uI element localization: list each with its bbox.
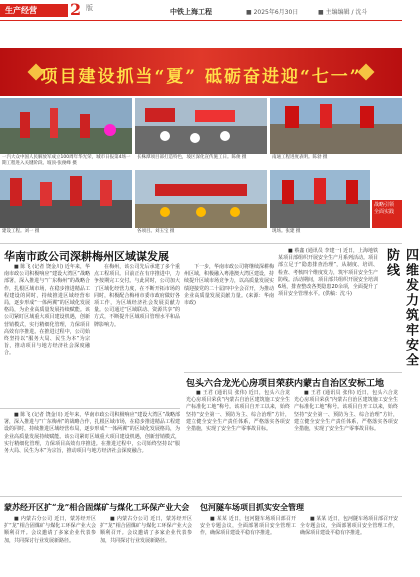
photo-caption: 各项目。刘玉宝 摄 bbox=[137, 229, 175, 234]
photo-4 bbox=[0, 170, 132, 228]
photo-6 bbox=[270, 170, 370, 228]
divider bbox=[0, 408, 180, 409]
article-4-title: 蒙苏经开区扩“龙”相合固煤矿与煤化工环保产业大会 bbox=[4, 502, 190, 512]
article-3-title: 包头六合龙光心房项目荣获内蒙古自治区安标工地 bbox=[186, 379, 385, 389]
page-suffix: 版 bbox=[86, 4, 93, 12]
article-4-col-2: ■ 内蒙古分公司 近日，蒙苏经开区扩“龙”相合固煤矿与煤化工环保产业大会顺利召开。会议邀请了多家企业代表参加，共同探讨行业发展新路径。 bbox=[100, 516, 192, 544]
photo-caption: 长株潭项目部打造特色，坡区深化宣传施工日。陈俊 摄 bbox=[137, 155, 247, 160]
article-3-col-1: ■ 王君 (通讯员 张伟) 近日，包头六合龙光心房项目荣获“内蒙古自治区建筑施工安全生产标准化工地”称号。该项目自开工以来，始终坚持“安全第一、预防为主、综合治理”方针，建立健全安全生产责任体系，严格落实各项安全措施，实现了安全生产零事故目标。 bbox=[186, 390, 290, 433]
article-3-col-2: ■ 王君 (通讯员 张伟) 近日，包头六合龙光心房项目荣获“内蒙古自治区建筑施工安全生产标准化工地”称号。该项目自开工以来，始终坚持“安全第一、预防为主、综合治理”方针，建立健全安全生产责任体系，严格落实各项安全措施，实现了安全生产零事故目标。 bbox=[294, 390, 398, 433]
page-header bbox=[0, 0, 402, 48]
issue-editor: ■ 主编编辑 / 沈斗 bbox=[318, 9, 368, 16]
article-4-col-1: ■ 内蒙古分公司 近日，蒙苏经开区扩“龙”相合固煤矿与煤化工环保产业大会顺利召开。会议邀请了多家企业代表参加，共同探讨行业发展新路径。 bbox=[4, 516, 96, 544]
article-2-title: 四维发力筑牢安全防线 bbox=[384, 248, 418, 368]
section-badge: 生产经营 bbox=[0, 4, 68, 17]
banner-title: 项目建设抓当“夏” 砥砺奋进迎“七一” bbox=[40, 67, 362, 87]
page-number: 2 bbox=[70, 0, 82, 19]
side-note: 战略引领 全面实践 bbox=[372, 200, 402, 228]
photo-caption: 一汽大众中国人民解放军成立100周年华光荣，城市日报第4场一期工程进入关键阶段。坡顶·张俊峰 摄 bbox=[2, 155, 131, 166]
photo-5 bbox=[135, 170, 267, 228]
photo-2 bbox=[135, 98, 267, 154]
article-5-title: 包河隧车场项目抓实安全管理 bbox=[200, 502, 304, 512]
header-rule bbox=[0, 20, 402, 21]
photo-3 bbox=[270, 98, 402, 154]
photo-caption: 现场。张建 摄 bbox=[272, 229, 301, 234]
article-1-col-1: ■ 陈飞 (记者 饶金川) 近年来，华南市政公司积极响应“建设大湾区”战略部署，深入推进与“广东梅州”的战略合作，扎根区域市场，在稳步推进精品工程建设的同时，持续推进区域经营布局，逐步形成“一体两翼”的区域化发展格局，为企业高质量发展持续赋能。该公司紧盯区域重大项目建设机遇，创新营销模式，实行精细化管理，力保项目高效有序推进。在推进过程中，公司始终坚持以“服务大局、民生为本”为宗旨，推动项目与地方经济社会深度融合。 bbox=[4, 264, 90, 357]
article-5-col-1: ■ 某某 近日，包河隧车场项目部召开安全专题会议，全面部署项目安全管理工作，确保项目建设平稳有序推进。 bbox=[200, 516, 296, 537]
article-1-col-3: 下一步，华南市政公司将继续深耕梅州区域，积极融入粤港澳大湾区建设，持续提升区域市场竞争力，以高质量发展实绩迎接党的二十届四中全会召开，为推动企业高质量发展贡献力量。(来源：华南市政) bbox=[184, 264, 275, 307]
divider bbox=[184, 372, 402, 373]
article-1-col-2: 在梅州，该公司先后承建了多个重点工程项目。目前正在有序推进中，力争按期完工交付。与此同时，公司加大了区域化经营力度，在不断开拓市场的同时，积极配合梅州市委市政府做好各项工作，为区域经济社会发展贡献力量。公司通过“区域联动、资源共享”的方式，不断提升区域项目管理水平和品牌影响力。 bbox=[94, 264, 180, 328]
banner bbox=[0, 48, 402, 96]
masthead: 中铁上海工程 bbox=[170, 8, 212, 16]
article-1-continued: ■ 陈飞 (记者 饶金川) 近年来，华南市政公司积极响应“建设大湾区”战略部署，深入推进与“广东梅州”的战略合作，扎根区域市场，在稳步推进精品工程建设的同时，持续推进区域经营布局，逐步形成“一体两翼”的区域化发展格局，为企业高质量发展持续赋能。该公司紧盯区域重大项目建设机遇，创新营销模式，实行精细化管理，力保项目高效有序推进。在推进过程中，公司始终坚持以“服务大局、民生为本”为宗旨，推动项目与地方经济社会深度融合。 bbox=[4, 412, 180, 455]
article-2-body: ■ 蔡鑫 (通讯员 李建一) 近日，上海地铁某项目部组织开展安全生产月系列活动。项目部立足于“隐患排查治理”，从制度、培训、检查、考核四个维度发力，筑牢项目安全生产防线。活动期间，项目部共组织开展安全培训6场，排查整改各类隐患20余项，全面提升了项目安全管理水平。(供稿：沈斗) bbox=[278, 248, 379, 298]
photo-caption: 南通工程进度表明。陈勃 摄 bbox=[272, 155, 328, 160]
article-1-title: 华南市政公司深耕梅州区域谋发展 bbox=[4, 250, 169, 263]
divider bbox=[0, 496, 402, 497]
divider bbox=[0, 243, 402, 244]
article-5-col-2: ■ 某某 近日，包河隧车场项目部召开安全专题会议，全面部署项目安全管理工作，确保项目建设平稳有序推进。 bbox=[300, 516, 398, 537]
issue-date: ■ 2025年6月30日 bbox=[246, 9, 299, 16]
photo-1 bbox=[0, 98, 132, 154]
photo-caption: 建设工程。刘一 摄 bbox=[2, 229, 40, 234]
